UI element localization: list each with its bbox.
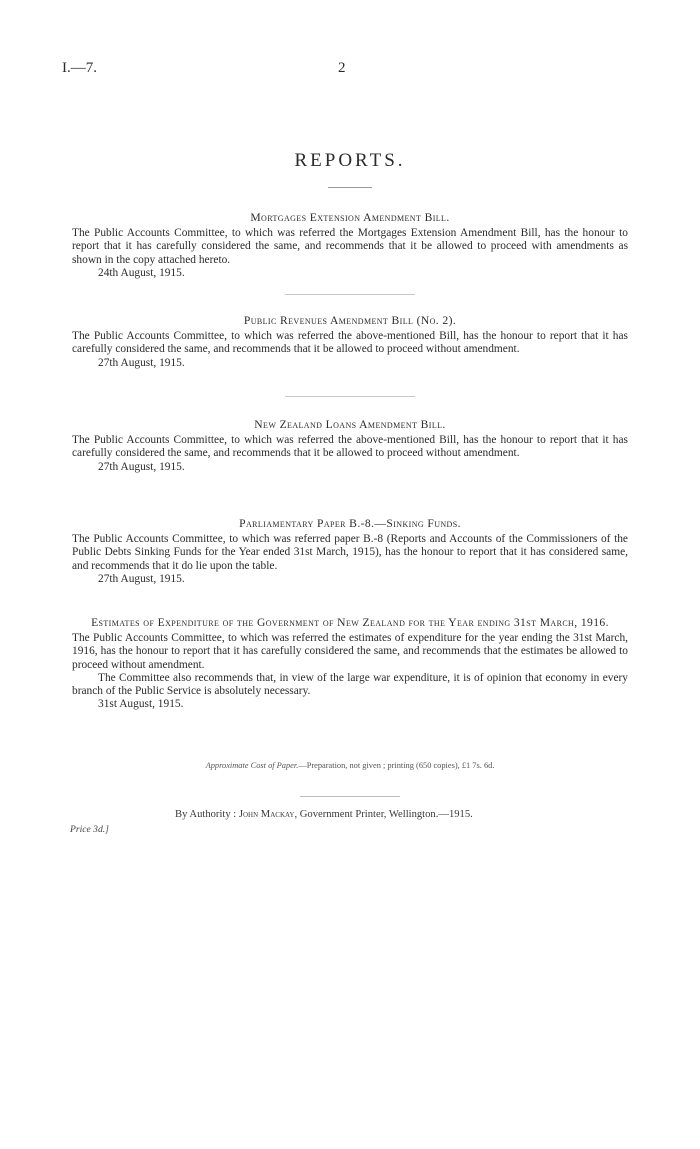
imprint-prefix: By Authority :: [175, 809, 239, 820]
section-date: 31st August, 1915.: [98, 698, 184, 711]
section-body: [72, 330, 628, 356]
section-heading: Estimates of Expenditure of the Government of New Zealand for the Year ending 31st March, 1916.: [91, 616, 609, 629]
section-heading: Parliamentary Paper B.-8.—Sinking Funds.: [239, 517, 461, 530]
title-divider: [328, 187, 372, 188]
cost-note-label: Approximate Cost of Paper.: [205, 761, 299, 770]
section-paragraph: The Public Accounts Committee, to which was referred paper B.-8 (Reports and Accounts of the Commissioners of the Public Debts Sinking Funds for the Year ended 31st March, 1915), has the honour to report that it has considered same, and recommends that it do lie upon the table.: [72, 533, 628, 572]
section-divider: [285, 294, 415, 295]
report-sinking-funds: [72, 517, 628, 586]
section-date: 27th August, 1915.: [98, 356, 185, 369]
section-heading: New Zealand Loans Amendment Bill.: [254, 418, 446, 431]
section-body: [72, 227, 628, 267]
section-paragraph: The Public Accounts Committee, to which was referred the estimates of expenditure for the year ending the 31st March, 1916, has the honour to report that it has carefully considered the same, and recommends that the estimates be allowed to proceed without amendment.: [72, 632, 628, 671]
report-estimates-of-expenditure: [72, 616, 628, 711]
section-body: [72, 632, 628, 698]
imprint-divider: [300, 796, 400, 797]
section-date: 27th August, 1915.: [98, 460, 185, 473]
price: Price 3d.]: [70, 824, 109, 835]
imprint-printer: John Mackay: [238, 809, 295, 820]
report-new-zealand-loans: [72, 418, 628, 474]
section-paragraph: The Public Accounts Committee, to which was referred the above-mentioned Bill, has the honour to report that it has carefully considered the same, and recommends that it be allowed to proceed without amendment.: [72, 434, 628, 460]
section-paragraph: The Public Accounts Committee, to which was referred the above-mentioned Bill, has the honour to report that it has carefully considered the same, and recommends that it be allowed to proceed without amendment.: [72, 330, 628, 356]
page-identifier: I.—7.: [62, 60, 97, 76]
cost-note: [0, 761, 700, 770]
cost-note-text: —Preparation, not given ; printing (650 copies), £1 7s. 6d.: [298, 761, 495, 770]
section-date: 24th August, 1915.: [98, 266, 185, 279]
section-divider: [285, 396, 415, 397]
report-public-revenues: [72, 314, 628, 370]
section-body: [72, 533, 628, 573]
imprint: [175, 809, 473, 820]
section-heading: Mortgages Extension Amendment Bill.: [250, 211, 450, 224]
page-title: REPORTS.: [294, 150, 406, 171]
section-date: 27th August, 1915.: [98, 572, 185, 585]
report-mortgages-extension: [72, 211, 628, 280]
section-heading: Public Revenues Amendment Bill (No. 2).: [243, 314, 457, 327]
section-paragraph: The Committee also recommends that, in view of the large war expenditure, it is of opinion that economy in every branch of the Public Service is absolutely necessary.: [72, 671, 628, 698]
page-number: 2: [338, 60, 346, 76]
section-paragraph: The Public Accounts Committee, to which was referred the Mortgages Extension Amendment Bill, has the honour to report that it has carefully considered the same, and recommends that it be allowed to proceed with amendments as shown in the copy attached hereto.: [72, 227, 628, 266]
imprint-suffix: , Government Printer, Wellington.—1915.: [294, 809, 473, 820]
section-body: [72, 434, 628, 460]
